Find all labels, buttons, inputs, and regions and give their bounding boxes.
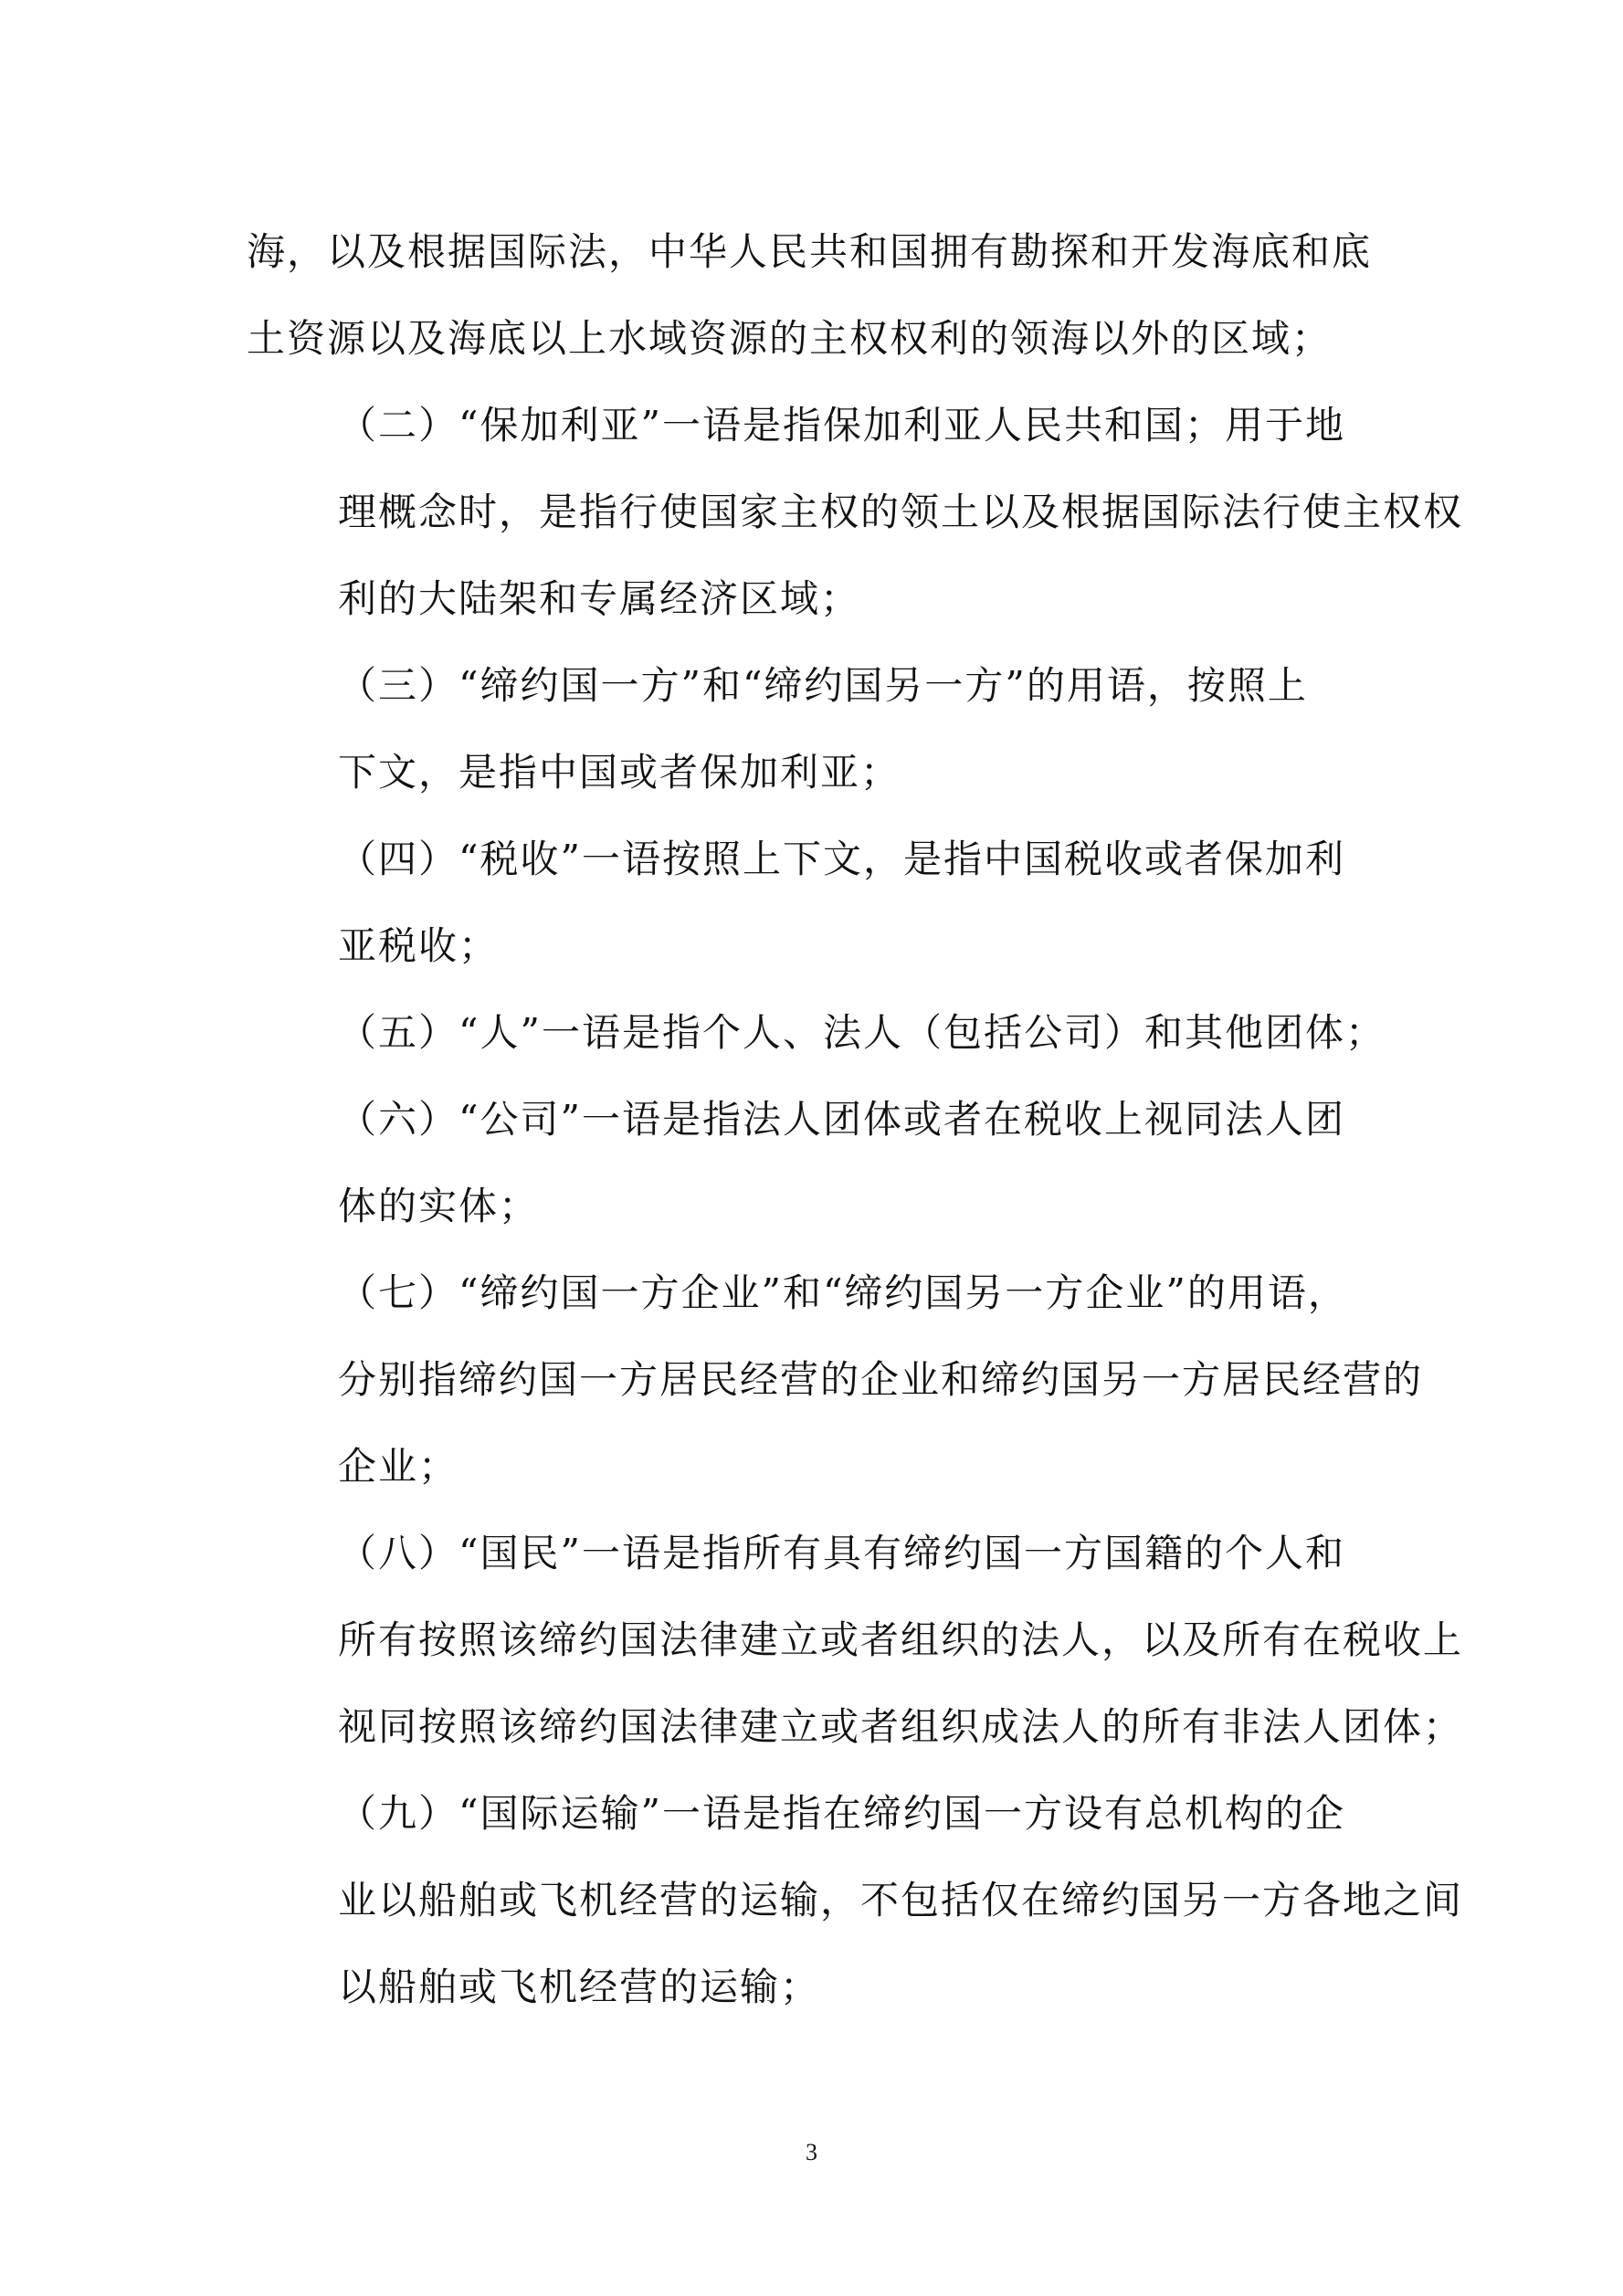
paragraph-enterprise-definition (247, 1249, 1424, 1510)
paragraph-tax-definition (247, 816, 1379, 989)
paragraph-company-definition (247, 1076, 1379, 1249)
paragraph-national-definition (247, 1510, 1464, 1770)
page-number: 3 (806, 2139, 817, 2165)
paragraph-bulgaria-definition (247, 382, 1464, 642)
text-line: （六）“公司”一语是指法人团体或者在税收上视同法人团 (338, 1097, 1345, 1142)
text-line: （四）“税收”一语按照上下文，是指中国税收或者保加利 (338, 837, 1345, 881)
text-line: （七）“缔约国一方企业”和“缔约国另一方企业”的用语， (338, 1270, 1348, 1315)
paragraph-contracting-state-definition (247, 642, 1379, 816)
text-line: 企业； (338, 1444, 459, 1489)
paragraph-territory-continuation (247, 208, 1379, 382)
text-line: 利的大陆架和专属经济区域； (338, 576, 861, 621)
text-line: 海，以及根据国际法，中华人民共和国拥有勘探和开发海底和底 (247, 229, 1373, 274)
paragraph-international-traffic-definition (247, 1770, 1464, 2030)
text-line: （二）“保加利亚”一语是指保加利亚人民共和国；用于地 (338, 403, 1345, 448)
text-line: 体的实体； (338, 1184, 540, 1228)
text-line: 理概念时，是指行使国家主权的领土以及根据国际法行使主权权 (338, 490, 1464, 534)
text-line: （五）“人”一语是指个人、法人（包括公司）和其他团体； (338, 1010, 1386, 1055)
text-line: 以船舶或飞机经营的运输； (338, 1964, 821, 2009)
text-line: 分别指缔约国一方居民经营的企业和缔约国另一方居民经营的 (338, 1357, 1424, 1402)
text-line: 视同按照该缔约国法律建立或者组织成法人的所有非法人团体； (338, 1704, 1464, 1749)
paragraph-person-definition (247, 989, 1386, 1076)
text-line: 亚税收； (338, 923, 500, 968)
text-line: （九）“国际运输”一语是指在缔约国一方设有总机构的企 (338, 1791, 1345, 1836)
text-line: （八）“国民”一语是指所有具有缔约国一方国籍的个人和 (338, 1531, 1345, 1575)
text-line: （三）“缔约国一方”和“缔约国另一方”的用语，按照上 (338, 663, 1308, 708)
document-body (247, 208, 1464, 2030)
text-line: 土资源以及海底以上水域资源的主权权利的领海以外的区域； (247, 316, 1333, 361)
text-line: 所有按照该缔约国法律建立或者组织的法人，以及所有在税收上 (338, 1617, 1464, 1662)
text-line: 业以船舶或飞机经营的运输，不包括仅在缔约国另一方各地之间 (338, 1878, 1464, 1922)
text-line: 下文，是指中国或者保加利亚； (338, 750, 901, 795)
